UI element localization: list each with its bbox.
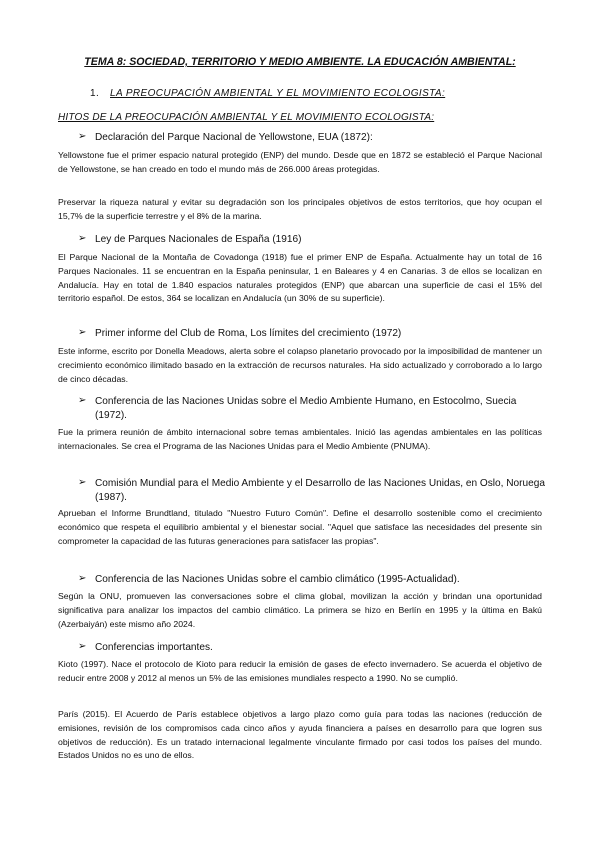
paragraph: Kioto (1997). Nace el protocolo de Kioto para reducir la emisión de gases de efecto invernadero. Se acuerda el objetivo de reducir entre 2008 y 2012 al menos un 5% de las emisiones mundiales respecto a 1990. No se cumplió. xyxy=(58,659,542,683)
milestone-title: Conferencia de las Naciones Unidas sobre el cambio climático (1995-Actualidad). xyxy=(95,574,460,585)
milestone-title: Ley de Parques Nacionales de España (1916) xyxy=(95,234,302,245)
milestone-title: Declaración del Parque Nacional de Yellowstone, EUA (1872): xyxy=(95,132,373,143)
arrow-bullet-icon: ➢ xyxy=(78,131,87,142)
arrow-bullet-icon: ➢ xyxy=(78,573,87,584)
milestone-title: Primer informe del Club de Roma, Los límites del crecimiento (1972) xyxy=(95,328,402,339)
paragraph: Según la ONU, promueven las conversaciones sobre el clima global, movilizan la acción y brindan una oportunidad significativa para analizar los impactos del cambio climático. La primera se hizo en Berlín en 1995 y la última en Bakú (Azerbaiyán) este mismo año 2024. xyxy=(58,591,542,629)
milestone-heading xyxy=(78,233,548,247)
milestone-heading xyxy=(78,131,548,145)
arrow-bullet-icon: ➢ xyxy=(78,641,87,652)
paragraph: Preservar la riqueza natural y evitar su degradación son los principales objetivos de estos territorios, que hoy ocupan el 15,7% de la superficie terrestre y el 8% de la marina. xyxy=(58,197,542,221)
arrow-bullet-icon: ➢ xyxy=(78,327,87,338)
milestone-title: Comisión Mundial para el Medio Ambiente y el Desarrollo de las Naciones Unidas, en Oslo, Noruega (1987). xyxy=(95,478,545,503)
milestone-title: Conferencias importantes. xyxy=(95,642,213,653)
document-title: TEMA 8: SOCIEDAD, TERRITORIO Y MEDIO AMBIENTE. LA EDUCACIÓN AMBIENTAL: xyxy=(84,56,516,68)
paragraph: Este informe, escrito por Donella Meadows, alerta sobre el colapso planetario provocado por la imposibilidad de mantener un crecimiento económico ilimitado basado en la extracción de recursos naturales. Ha sido actualizado y corroborado a lo largo de cinco décadas. xyxy=(58,346,542,384)
paragraph: El Parque Nacional de la Montaña de Covadonga (1918) fue el primer ENP de España. Actualmente hay un total de 16 Parques Nacionales. 11 se encuentran en la España peninsular, 1 en Baleares y 4 en Canarias. 3 de ellos se localizan en Andalucía. Hay en total de 1.840 espacios naturales protegidos (ENP) que abarcan una superficie de casi el 15% del territorio español. De estos, 364 se localizan en Andalucía (un 30% de su superficie). xyxy=(58,252,542,304)
arrow-bullet-icon: ➢ xyxy=(78,395,87,406)
paragraph: Aprueban el Informe Brundtland, titulado "Nuestro Futuro Común". Define el desarrollo sostenible como el crecimiento económico que respeta el equilibrio ambiental y el bienestar social. "Aquel que satisface las necesidades del presente sin comprometer la capacidad de las futuras generaciones para satisfacer las propias". xyxy=(58,508,542,546)
milestone-heading xyxy=(78,573,548,587)
hitos-heading: HITOS DE LA PREOCUPACIÓN AMBIENTAL Y EL MOVIMIENTO ECOLOGISTA: xyxy=(58,112,435,123)
milestone-heading xyxy=(78,327,548,341)
section-label: LA PREOCUPACIÓN AMBIENTAL Y EL MOVIMIENTO ECOLOGISTA: xyxy=(110,88,446,99)
section-heading xyxy=(90,88,445,99)
milestone-title: Conferencia de las Naciones Unidas sobre el Medio Ambiente Humano, en Estocolmo, Suecia (1972). xyxy=(95,396,517,421)
section-number: 1. xyxy=(90,88,100,99)
milestone-heading xyxy=(78,641,548,655)
paragraph: Yellowstone fue el primer espacio natural protegido (ENP) del mundo. Desde que en 1872 se estableció el Parque Nacional de Yellowstone, se han creado en todo el mundo más de 266.000 áreas protegidas. xyxy=(58,150,542,174)
arrow-bullet-icon: ➢ xyxy=(78,233,87,244)
arrow-bullet-icon: ➢ xyxy=(78,477,87,488)
paragraph: París (2015). El Acuerdo de París establece objetivos a largo plazo como guía para todas las naciones (reducción de emisiones, revisión de los compromisos cada cinco años y ayuda financiera a países en desarrollo para que logren sus objetivos de reducción). Es un tratado internacional legalmente vinculante firmado por casi todos los países del mundo. Estados Unidos no es uno de ellos. xyxy=(58,709,542,761)
milestone-heading xyxy=(78,477,548,504)
paragraph: Fue la primera reunión de ámbito internacional sobre temas ambientales. Inició las agendas ambientales en las políticas internacionales. Se crea el Programa de las Naciones Unidas para el Medio Ambiente (PNUMA). xyxy=(58,427,542,451)
milestone-heading xyxy=(78,395,548,422)
